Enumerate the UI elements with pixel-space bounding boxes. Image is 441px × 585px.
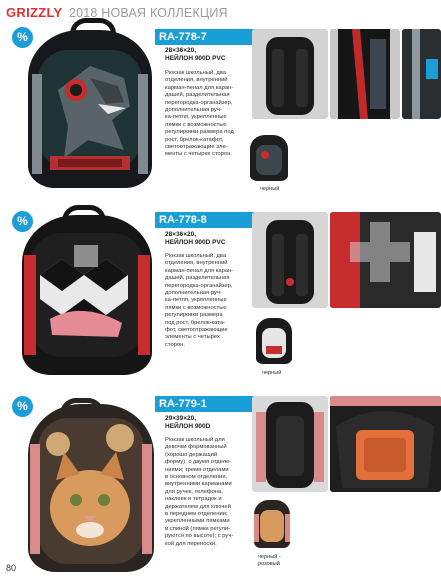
discount-badge-1: % bbox=[12, 27, 33, 48]
detail-photo-2 bbox=[330, 212, 441, 308]
swatch-image bbox=[254, 500, 290, 548]
product-size-3: 29×39×20, bbox=[165, 415, 197, 422]
racing-print-image bbox=[22, 215, 152, 375]
back-view-photo-3 bbox=[252, 396, 328, 492]
color-label-2: черный bbox=[262, 370, 282, 376]
brand-name: GRIZZLY bbox=[6, 5, 63, 20]
bag-side-image bbox=[402, 29, 441, 119]
collection-title: 2018 НОВАЯ КОЛЛЕКЦИЯ bbox=[68, 6, 228, 20]
product-description-3: Рюкзак школьный для девочки формованный (хорошо держащий форму), с двумя отделе- ниями; тремя отделами в основном отделении, внутренними карманами для ручек, телефона, наклеек и тетрадок и держателем для ключей в переднем отделении; укрепленными лямками и спиной (лямки регули- руются по высоте); с руч- кой для переноски. bbox=[165, 437, 234, 547]
product-material-3: НЕЙЛОН 900D bbox=[165, 423, 211, 430]
color-swatch-1 bbox=[250, 135, 288, 181]
kitten-print-image bbox=[28, 404, 154, 572]
color-label-3: черный - розовый bbox=[258, 554, 281, 567]
product-material-2: НЕЙЛОН 900D PVC bbox=[165, 239, 226, 246]
product-code-3: RA-779-1 bbox=[155, 396, 323, 412]
back-view-photo-2 bbox=[252, 212, 328, 308]
color-swatch-2 bbox=[256, 318, 292, 364]
product-material-1: НЕЙЛОН 900D PVC bbox=[165, 55, 226, 62]
bag-back-image bbox=[252, 212, 328, 308]
page-number: 80 bbox=[6, 563, 17, 573]
swatch-image bbox=[250, 135, 288, 181]
product-code-2: RA-778-8 bbox=[155, 212, 323, 228]
back-view-photo-1 bbox=[252, 29, 328, 119]
color-label-1: черный bbox=[260, 186, 280, 192]
bag-detail-image bbox=[330, 212, 441, 308]
discount-badge-3: % bbox=[12, 396, 33, 417]
bag-back-image bbox=[252, 29, 328, 119]
dinosaur-print-image bbox=[28, 30, 152, 188]
swatch-image bbox=[256, 318, 292, 364]
product-code-1: RA-778-7 bbox=[155, 29, 323, 45]
product-photo-ra-778-7 bbox=[28, 30, 152, 188]
discount-badge-2: % bbox=[12, 211, 33, 232]
product-photo-ra-778-8 bbox=[22, 215, 152, 375]
detail-photo-1 bbox=[330, 29, 400, 119]
bag-detail-image bbox=[330, 29, 400, 119]
product-size-2: 28×36×20, bbox=[165, 231, 197, 238]
page-header bbox=[6, 4, 228, 20]
bag-back-image bbox=[252, 396, 328, 492]
color-swatch-3 bbox=[254, 500, 290, 548]
interior-photo-3 bbox=[330, 396, 441, 492]
bag-interior-image bbox=[330, 396, 441, 492]
product-description-1: Рюкзак школьный, два отделения, внутренний карман-пенал для каран- дашей, разделительная перегородка-органайзер, дополнительная руч- ка-петля, укрепленные лямки с возможностью регулировки размера под рост, брелок-катафот, светоотражающие эле- менты с четырех сторон. bbox=[165, 70, 234, 158]
product-photo-ra-779-1 bbox=[28, 404, 154, 572]
product-size-1: 28×36×20, bbox=[165, 47, 197, 54]
product-description-2: Рюкзак школьный, два отделения, внутренний карман-пенал для каран- дашей, разделительная перегородка-органайзер, дополнительная руч- ка-петля, укрепленные лямки с возможностью регулировки размера под рост, брелок-ката- фот, светоотражающие элементы с четырех сторон. bbox=[165, 253, 234, 348]
side-photo-1 bbox=[402, 29, 441, 119]
